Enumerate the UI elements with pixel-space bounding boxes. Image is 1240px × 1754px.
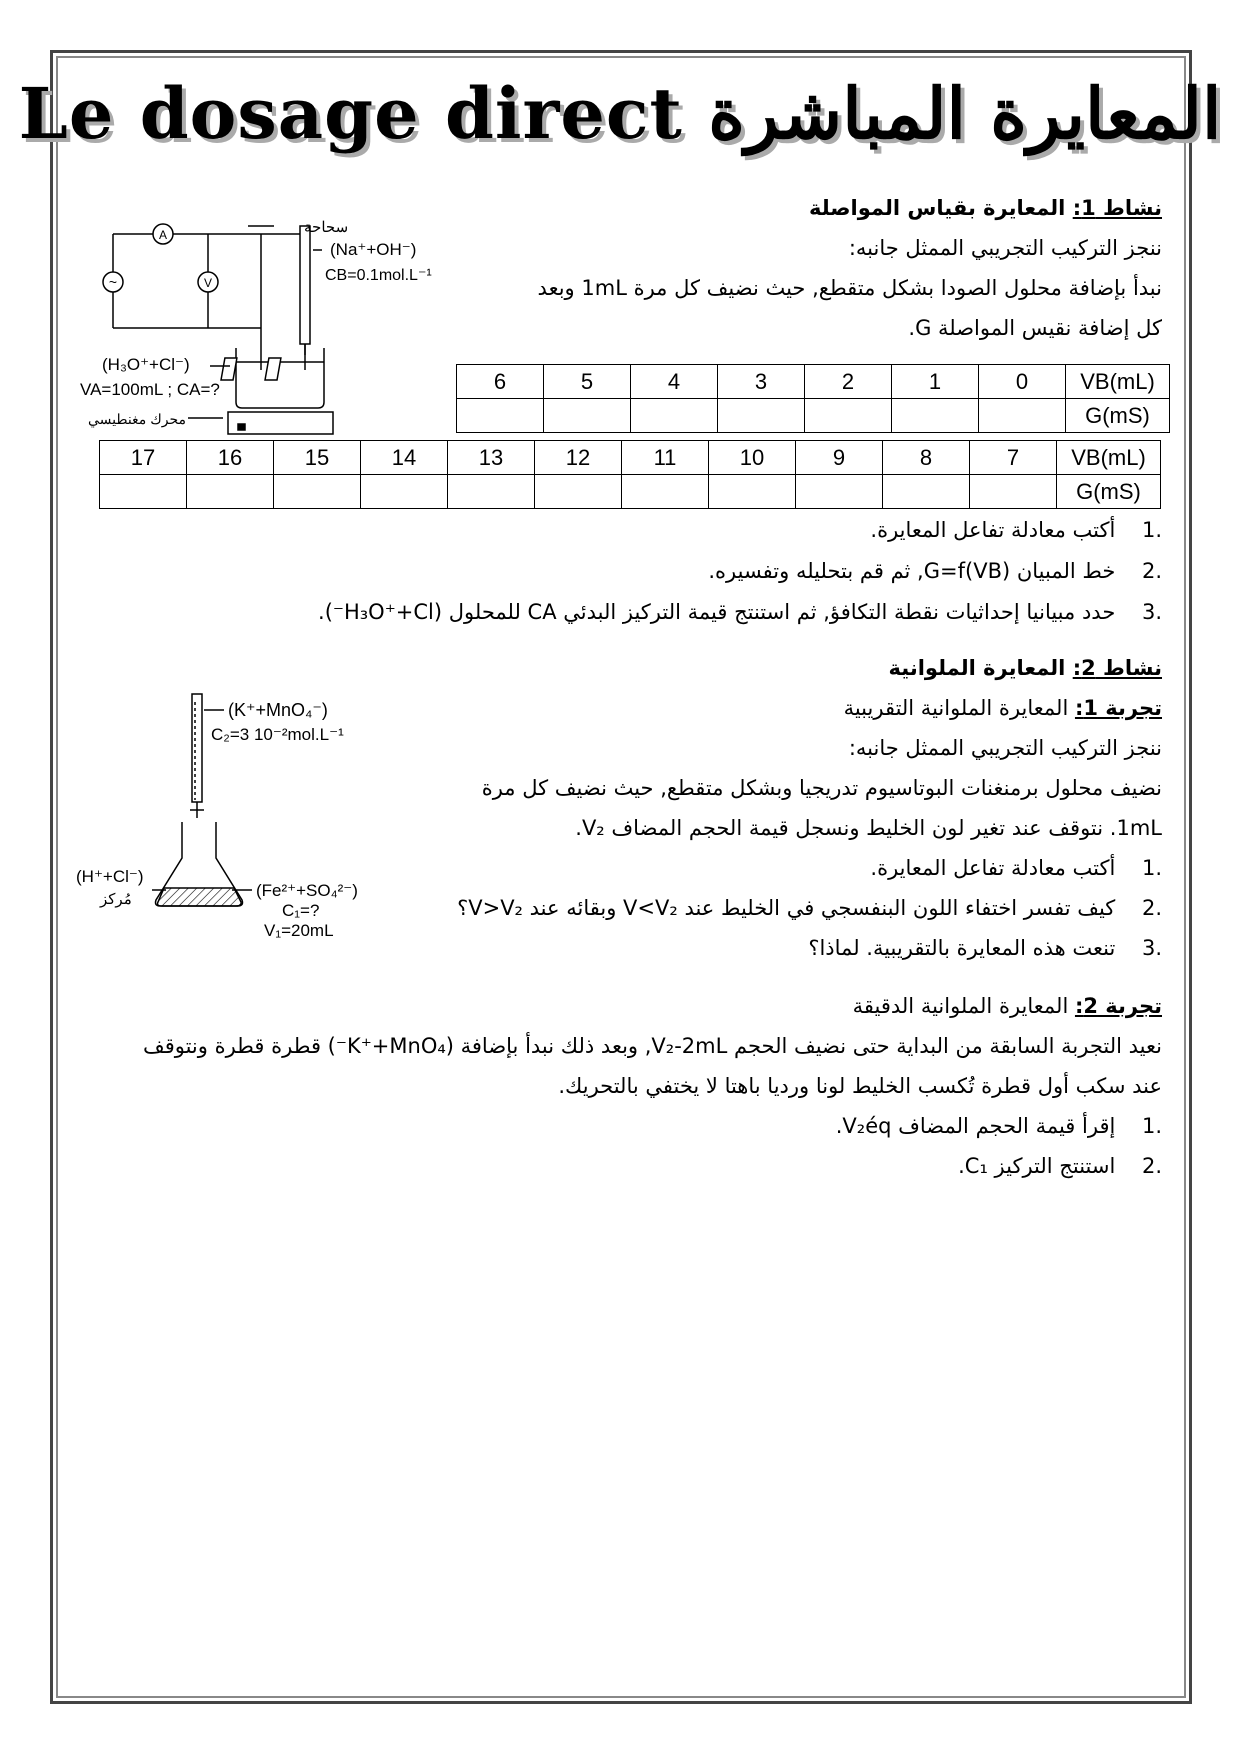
exp1-heading xyxy=(844,696,1162,720)
activity2-heading xyxy=(889,656,1162,680)
table-cell: 1 xyxy=(892,365,979,399)
table-cell xyxy=(796,475,883,509)
table-cell xyxy=(274,475,361,509)
c1-label: C₁=? xyxy=(282,901,320,920)
voltmeter-label: V xyxy=(203,276,213,290)
exp2-heading xyxy=(853,994,1162,1018)
question-text: إقرأ قيمة الحجم المضاف V₂éq. xyxy=(835,1114,1116,1138)
table-cell xyxy=(709,475,796,509)
table-cell xyxy=(361,475,448,509)
table-cell: 17 xyxy=(100,441,187,475)
table-cell: 9 xyxy=(796,441,883,475)
titrant-label: (K⁺+MnO₄⁻) xyxy=(228,700,328,720)
solution-b-label: (Na⁺+OH⁻) xyxy=(330,240,417,259)
table-cell xyxy=(883,475,970,509)
table-cell xyxy=(979,399,1066,433)
cb-label: CB=0.1mol.L⁻¹ xyxy=(325,267,432,284)
c2-label: C₂=3 10⁻²mol.L⁻¹ xyxy=(211,725,344,744)
g-header: G(mS) xyxy=(1057,475,1161,509)
exp2-question-1 xyxy=(836,1114,1162,1138)
table-cell: 4 xyxy=(631,365,718,399)
question-number: .1 xyxy=(1141,1114,1162,1138)
activity1-heading xyxy=(809,196,1162,220)
acid-label: (H⁺+Cl⁻) xyxy=(76,867,144,886)
question-text: خط المبيان G=f(VB), ثم قم بتحليله وتفسيره. xyxy=(708,559,1116,583)
table-cell: 16 xyxy=(187,441,274,475)
table-cell xyxy=(100,475,187,509)
activity1-heading-prefix: نشاط 1: xyxy=(1072,196,1162,220)
exp2-heading-prefix: تجربة 2: xyxy=(1074,994,1162,1018)
question-number: .2 xyxy=(1141,896,1162,920)
exp2-line1: نعيد التجربة السابقة من البداية حتى نضيف الحجم V₂-2mL, وبعد ذلك نبدأ بإضافة (K⁺+MnO₄⁻) قطرة قطرة ونتوقف xyxy=(142,1034,1162,1058)
table-cell: 11 xyxy=(622,441,709,475)
table-row xyxy=(100,441,1161,475)
vb-header: VB(mL) xyxy=(1066,365,1170,399)
exp2-heading-text: المعايرة الملوانية الدقيقة xyxy=(852,994,1075,1018)
source-label: ~ xyxy=(108,274,118,290)
question-number: .1 xyxy=(1141,856,1162,880)
table-cell xyxy=(892,399,979,433)
activity2-heading-prefix: نشاط 2: xyxy=(1072,656,1162,680)
activity1-heading-text: المعايرة بقياس المواصلة xyxy=(808,196,1073,220)
question-number: .3 xyxy=(1141,936,1162,960)
page-title: Le dosage direct المعايرة المباشرة xyxy=(18,72,1222,155)
va-ca-label: VA=100mL ; CA=? xyxy=(80,380,220,399)
table-cell xyxy=(805,399,892,433)
table-cell: 6 xyxy=(457,365,544,399)
table-cell: 5 xyxy=(544,365,631,399)
activity1-question-3 xyxy=(318,600,1162,624)
conductance-table-1 xyxy=(456,364,1170,433)
analyte-label: (Fe²⁺+SO₄²⁻) xyxy=(256,881,358,900)
burette-label: سحاحة xyxy=(304,219,349,236)
table-cell xyxy=(631,399,718,433)
question-number: .3 xyxy=(1141,600,1162,624)
table-cell: 13 xyxy=(448,441,535,475)
table-cell: 12 xyxy=(535,441,622,475)
activity1-question-1 xyxy=(870,518,1162,542)
exp1-heading-text: المعايرة الملوانية التقريبية xyxy=(843,696,1075,720)
table-cell: 15 xyxy=(274,441,361,475)
table-cell xyxy=(970,475,1057,509)
exp1-line3: 1mL. نتوقف عند تغير لون الخليط ونسجل قيمة الحجم المضاف V₂. xyxy=(575,816,1162,840)
stirrer-label: محرك مغنطيسي xyxy=(87,411,186,427)
colorimetric-diagram xyxy=(72,690,392,950)
question-text: كيف تفسر اختفاء اللون البنفسجي في الخليط عند V<V₂ وبقائه عند V>V₂؟ xyxy=(457,896,1116,920)
activity1-line2: نبدأ بإضافة محلول الصودا بشكل متقطع, حيث نضيف كل مرة 1mL وبعد xyxy=(537,276,1162,300)
table-cell: 0 xyxy=(979,365,1066,399)
table-cell: 14 xyxy=(361,441,448,475)
exp1-question-3 xyxy=(808,936,1162,960)
table-cell: 8 xyxy=(883,441,970,475)
acid-note-label: مُركز xyxy=(100,891,132,908)
activity1-line1: ننجز التركيب التجريبي الممثل جانبه: xyxy=(848,236,1162,260)
table-cell: 10 xyxy=(709,441,796,475)
table-cell xyxy=(457,399,544,433)
question-text: حدد مبيانيا إحداثيات نقطة التكافؤ, ثم استنتج قيمة التركيز البدئي CA للمحلول (H₃O⁺+Cl⁻). xyxy=(318,600,1116,624)
table-cell xyxy=(535,475,622,509)
exp1-line2: نضيف محلول برمنغنات البوتاسيوم تدريجيا وبشكل متقطع, حيث نضيف كل مرة xyxy=(481,776,1162,800)
conductance-table-2 xyxy=(99,440,1161,509)
solution-a-label: (H₃O⁺+Cl⁻) xyxy=(102,355,190,374)
v1-label: V₁=20mL xyxy=(264,921,334,940)
exp1-heading-prefix: تجربة 1: xyxy=(1074,696,1162,720)
question-text: استنتج التركيز C₁. xyxy=(958,1154,1116,1178)
table-cell xyxy=(187,475,274,509)
table-cell xyxy=(622,475,709,509)
activity1-question-2 xyxy=(708,559,1162,583)
question-text: أكتب معادلة تفاعل المعايرة. xyxy=(870,856,1116,880)
table-cell xyxy=(448,475,535,509)
table-cell xyxy=(544,399,631,433)
exp1-question-2 xyxy=(457,896,1162,920)
table-cell: 2 xyxy=(805,365,892,399)
activity1-line3: كل إضافة نقيس المواصلة G. xyxy=(908,316,1162,340)
exp1-question-1 xyxy=(870,856,1162,880)
exp1-line1: ننجز التركيب التجريبي الممثل جانبه: xyxy=(848,736,1162,760)
vb-header: VB(mL) xyxy=(1057,441,1161,475)
exp2-line2: عند سكب أول قطرة تُكسب الخليط لونا ورديا باهتا لا يختفي بالتحريك. xyxy=(558,1074,1162,1098)
g-header: G(mS) xyxy=(1066,399,1170,433)
question-number: .2 xyxy=(1141,559,1162,583)
question-text: تنعت هذه المعايرة بالتقريبية. لماذا؟ xyxy=(808,936,1116,960)
table-row xyxy=(457,365,1170,399)
exp2-question-2 xyxy=(958,1154,1162,1178)
table-row xyxy=(100,475,1161,509)
table-cell: 3 xyxy=(718,365,805,399)
question-number: .1 xyxy=(1141,518,1162,542)
table-cell xyxy=(718,399,805,433)
question-text: أكتب معادلة تفاعل المعايرة. xyxy=(870,518,1116,542)
activity2-heading-text: المعايرة الملوانية xyxy=(888,656,1073,680)
table-cell: 7 xyxy=(970,441,1057,475)
question-number: .2 xyxy=(1141,1154,1162,1178)
conductimetry-diagram xyxy=(78,210,478,440)
ammeter-label: A xyxy=(158,228,168,242)
table-row xyxy=(457,399,1170,433)
